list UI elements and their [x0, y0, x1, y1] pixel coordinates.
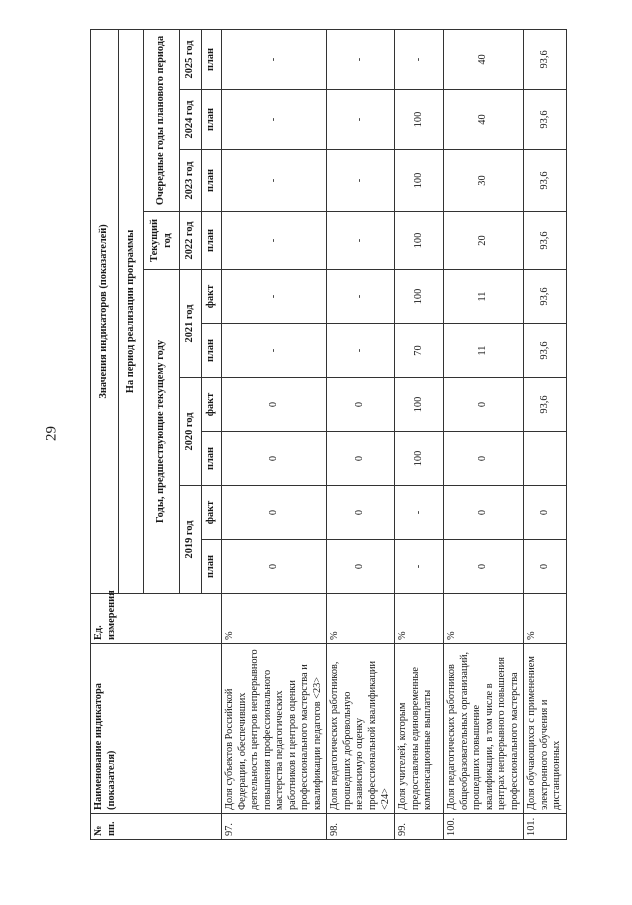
value-cell: 0 [222, 378, 327, 432]
header-plan: план [202, 432, 222, 486]
value-cell: 20 [444, 212, 524, 270]
value-cell: 40 [444, 29, 524, 89]
rotated-table-container [90, 30, 609, 840]
value-cell: 11 [444, 270, 524, 324]
value-cell: - [222, 324, 327, 378]
header-year-2025: 2025 год [180, 29, 202, 89]
value-cell: 0 [444, 432, 524, 486]
header-year-2021: 2021 год [180, 270, 202, 378]
value-cell: 0 [524, 540, 567, 594]
indicators-table [90, 29, 567, 840]
table-body [222, 29, 567, 839]
unit-cell: % [222, 594, 327, 644]
header-fact: факт [202, 378, 222, 432]
indicator-name: Доля обучающихся с применением электронного обучения и дистанционных [524, 644, 567, 814]
header-year-2023: 2023 год [180, 150, 202, 212]
header-plan: план [202, 324, 222, 378]
header-unit: Ед. измерения [91, 594, 222, 644]
value-cell: - [222, 212, 327, 270]
header-current-year: Текущий год [144, 212, 180, 270]
value-cell: - [222, 150, 327, 212]
value-cell: 93,6 [524, 90, 567, 150]
row-number: 98. [327, 814, 395, 840]
value-cell: 11 [444, 324, 524, 378]
value-cell [524, 432, 567, 486]
header-num: № пп. [91, 814, 222, 840]
row-number: 97. [222, 814, 327, 840]
value-cell: 0 [222, 540, 327, 594]
value-cell: 0 [524, 486, 567, 540]
value-cell: - [327, 212, 395, 270]
value-cell: 0 [222, 432, 327, 486]
value-cell: 0 [444, 540, 524, 594]
table-row [327, 29, 395, 839]
header-plan: план [202, 540, 222, 594]
header-next-years: Очередные годы планового периода [144, 29, 180, 211]
unit-cell: % [327, 594, 395, 644]
header-values: Значения индикаторов (показателей) [91, 29, 119, 593]
page-number: 29 [43, 426, 60, 441]
header-plan: план [202, 212, 222, 270]
header-year-2022: 2022 год [180, 212, 202, 270]
value-cell: 100 [395, 378, 444, 432]
value-cell: 0 [327, 540, 395, 594]
value-cell: 0 [444, 378, 524, 432]
indicator-name: Доля учителей, которым предоставлены единовременные компенсационные выплаты [395, 644, 444, 814]
value-cell: 40 [444, 90, 524, 150]
value-cell: 0 [222, 486, 327, 540]
value-cell: - [327, 270, 395, 324]
table-row [395, 29, 444, 839]
unit-cell: % [395, 594, 444, 644]
value-cell: 93,6 [524, 150, 567, 212]
header-period: На период реализации программы [119, 29, 144, 593]
value-cell: - [327, 29, 395, 89]
value-cell: 0 [327, 432, 395, 486]
value-cell: 93,6 [524, 29, 567, 89]
value-cell: 100 [395, 270, 444, 324]
value-cell: 30 [444, 150, 524, 212]
value-cell: 100 [395, 212, 444, 270]
value-cell: 93,6 [524, 212, 567, 270]
unit-cell: % [444, 594, 524, 644]
indicator-name: Доля субъектов Российской Федерации, обеспечивших деятельность центров непрерывного повышения профессионального мастерства педагогических работников и центров оценки профессионального мастерства и квалификации педагогов <23> [222, 644, 327, 814]
header-year-2024: 2024 год [180, 90, 202, 150]
value-cell: 100 [395, 432, 444, 486]
value-cell: 93,6 [524, 324, 567, 378]
header-plan: план [202, 29, 222, 89]
unit-cell: % [524, 594, 567, 644]
header-plan: план [202, 150, 222, 212]
indicator-name: Доля педагогических работников общеобразовательных организаций, прошедших повышение квалификации, в том числе в центрах непрерывного повышения профессионального мастерства [444, 644, 524, 814]
value-cell: 93,6 [524, 378, 567, 432]
header-year-2020: 2020 год [180, 378, 202, 486]
value-cell: 93,6 [524, 270, 567, 324]
value-cell: - [327, 150, 395, 212]
value-cell: 100 [395, 90, 444, 150]
header-prev-years: Годы, предшествующие текущему году [144, 270, 180, 594]
value-cell: - [222, 29, 327, 89]
row-number: 99. [395, 814, 444, 840]
value-cell: - [395, 486, 444, 540]
header-plan: план [202, 90, 222, 150]
table-row [222, 29, 327, 839]
row-number: 101. [524, 814, 567, 840]
table-row [444, 29, 524, 839]
value-cell: - [222, 90, 327, 150]
header-name: Наименование индикатора (показателя) [91, 644, 222, 814]
value-cell: 0 [327, 486, 395, 540]
value-cell: - [327, 90, 395, 150]
header-fact: факт [202, 486, 222, 540]
value-cell: - [327, 324, 395, 378]
header-fact: факт [202, 270, 222, 324]
header-year-2019: 2019 год [180, 486, 202, 594]
value-cell: 70 [395, 324, 444, 378]
table-row [524, 29, 567, 839]
value-cell: 0 [444, 486, 524, 540]
value-cell: - [395, 540, 444, 594]
value-cell: 100 [395, 150, 444, 212]
value-cell: 0 [327, 378, 395, 432]
row-number: 100. [444, 814, 524, 840]
value-cell: - [222, 270, 327, 324]
value-cell: - [395, 29, 444, 89]
indicator-name: Доля педагогических работников, прошедших добровольную независимую оценку профессиональной квалификации <24> [327, 644, 395, 814]
